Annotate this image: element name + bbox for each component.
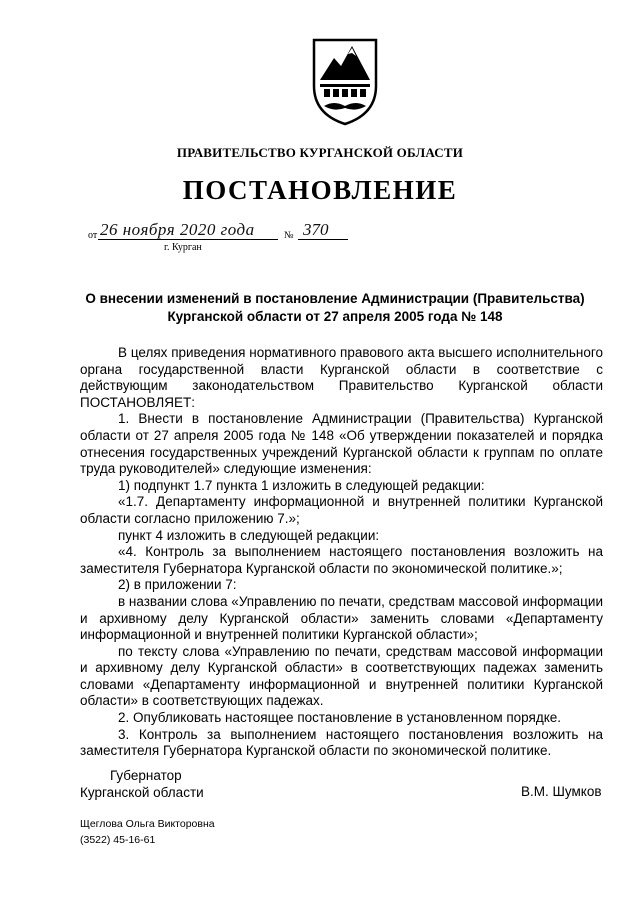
paragraph: в названии слова «Управлению по печати, средствам массовой информации и архивному делу Курганской области» заменить словами «Департаменту информационной и внутренней политики Курганской области»;	[80, 593, 603, 643]
coat-of-arms-icon	[310, 36, 380, 126]
paragraph: 2) в приложении 7:	[118, 577, 237, 593]
paragraph: 3. Контроль за выполнением настоящего постановления возложить на заместителя Губернатора Курганской области по экономической политике.	[80, 726, 603, 759]
paragraph: 1) подпункт 1.7 пункта 1 изложить в следующей редакции:	[118, 477, 485, 493]
paragraph: «4. Контроль за выполнением настоящего постановления возложить на заместителя Губернатора Курганской области по экономической политике.»;	[80, 544, 603, 576]
document-body	[80, 345, 603, 760]
signatory-name: В.М. Шумков	[521, 784, 602, 799]
paragraph: пункт 4 изложить в следующей редакции:	[118, 527, 380, 543]
signatory-region: Курганской области	[80, 785, 204, 800]
paragraph: В целях приведения нормативного правового акта высшего исполнительного органа государственной власти Курганской области в соответствие с действующим законодательством Правительство Курганской области ПОСТАНОВЛЯЕТ:	[80, 345, 603, 410]
number-underline	[298, 239, 348, 240]
date-line	[88, 222, 358, 262]
date-underline	[98, 239, 278, 240]
document-date: 26 ноября 2020 года	[100, 220, 255, 239]
document-city: г. Курган	[164, 242, 202, 253]
contact-phone: (3522) 45-16-61	[80, 834, 156, 846]
paragraph: по тексту слова «Управлению по печати, средствам массовой информации и архивному делу Курганской области» в соответствующих падежах заменить словами «Департаменту информационной и внутренней политики Курганской области» в соответствующих падежах.	[80, 643, 603, 709]
subject-line: Курганской области от 27 апреля 2005 года № 148	[167, 309, 503, 324]
government-name: ПРАВИТЕЛЬСТВО КУРГАНСКОЙ ОБЛАСТИ	[176, 145, 464, 160]
paragraph: «1.7. Департаменту информационной и внутренней политики Курганской области согласно приложению 7.»;	[80, 494, 603, 526]
signatory-title: Губернатор	[110, 768, 182, 783]
contact-block	[80, 816, 215, 848]
number-prefix: №	[284, 230, 294, 241]
document-number: 370	[303, 220, 329, 239]
document-type-title: ПОСТАНОВЛЕНИЕ	[182, 175, 458, 205]
paragraph: 2. Опубликовать настоящее постановление в установленном порядке.	[118, 710, 562, 726]
subject-line: О внесении изменений в постановление Администрации (Правительства)	[85, 291, 585, 306]
paragraph: 1. Внести в постановление Администрации (Правительства) Курганской области от 27 апреля 2005 года № 148 «Об утверждении показателей и порядка отнесения государственных учреждений Курганской области к группам по оплате труда руководителей» следующие изменения:	[80, 411, 603, 477]
signatory-position	[80, 767, 204, 801]
date-prefix: от	[88, 230, 98, 241]
contact-name: Щеглова Ольга Викторовна	[80, 818, 215, 830]
document-subject	[70, 290, 600, 326]
